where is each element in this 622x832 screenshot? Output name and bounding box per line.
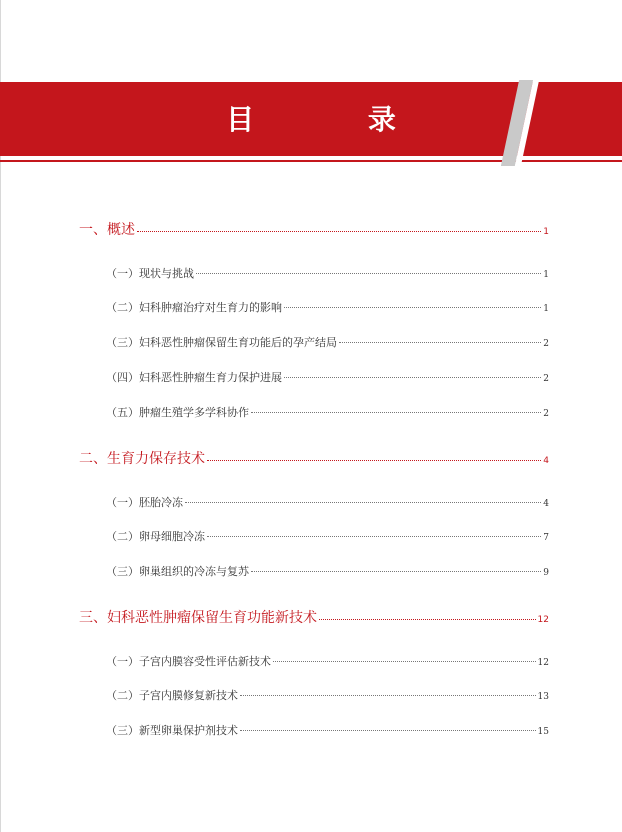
toc-entry-label: （一）子宫内膜容受性评估新技术 <box>106 655 271 668</box>
toc-entry-2-3[interactable] <box>106 563 549 579</box>
dot-leader <box>339 342 541 343</box>
toc-entry-page: 1 <box>543 270 549 280</box>
toc-entry-label: （四）妇科恶性肿瘤生育力保护进展 <box>106 371 282 384</box>
toc-entry-page: 2 <box>543 409 549 419</box>
toc-entry-1-1[interactable] <box>106 265 549 281</box>
dot-leader <box>240 695 536 696</box>
toc-entry-1-5[interactable] <box>106 404 549 420</box>
toc-entry-label: （二）妇科肿瘤治疗对生育力的影响 <box>106 301 282 314</box>
toc-entry-label: 一、概述 <box>79 222 135 238</box>
toc-entry-3-3[interactable] <box>106 722 549 738</box>
dot-leader <box>196 273 541 274</box>
dot-leader <box>251 571 541 572</box>
toc-entry-label: （三）妇科恶性肿瘤保留生育功能后的孕产结局 <box>106 336 337 349</box>
dot-leader <box>185 502 541 503</box>
toc-entry-page: 2 <box>543 374 549 384</box>
toc-entry-2-1[interactable] <box>106 494 549 510</box>
toc-entry-label: （一）胚胎冷冻 <box>106 496 183 509</box>
toc-entry-page: 12 <box>537 615 549 625</box>
dot-leader <box>319 619 536 620</box>
dot-leader <box>240 730 536 731</box>
toc-entry-1-4[interactable] <box>106 369 549 385</box>
toc-entry-label: （二）卵母细胞冷冻 <box>106 530 205 543</box>
dot-leader <box>284 307 541 308</box>
toc-entry-label: （三）新型卵巢保护剂技术 <box>106 724 238 737</box>
banner-underline <box>0 160 622 162</box>
toc-entry-label: （二）子宫内膜修复新技术 <box>106 689 238 702</box>
toc-entry-page: 7 <box>543 533 549 543</box>
dot-leader <box>284 377 541 378</box>
toc-entry-page: 4 <box>543 456 549 466</box>
toc-entry-section-2[interactable] <box>79 448 549 468</box>
toc-entry-1-2[interactable] <box>106 299 549 315</box>
toc-entry-page: 15 <box>537 727 549 737</box>
toc-entry-page: 9 <box>543 568 549 578</box>
toc-entry-page: 12 <box>537 658 549 668</box>
toc-entry-3-1[interactable] <box>106 653 549 669</box>
toc-entry-page: 13 <box>537 692 549 702</box>
toc-entry-section-3[interactable] <box>79 607 549 627</box>
dot-leader <box>207 536 541 537</box>
toc-entry-label: （三）卵巢组织的冷冻与复苏 <box>106 565 249 578</box>
toc-entry-page: 4 <box>543 499 549 509</box>
toc-entry-label: （五）肿瘤生殖学多学科协作 <box>106 406 249 419</box>
toc-entry-3-2[interactable] <box>106 687 549 703</box>
toc-entry-page: 2 <box>543 339 549 349</box>
toc-entry-page: 1 <box>543 304 549 314</box>
toc-entry-section-1[interactable] <box>79 219 549 239</box>
dot-leader <box>273 661 536 662</box>
page-title: 目 录 <box>226 103 448 136</box>
toc-entry-label: 三、妇科恶性肿瘤保留生育功能新技术 <box>79 610 317 626</box>
toc-entry-1-3[interactable] <box>106 334 549 350</box>
toc-entry-2-2[interactable] <box>106 528 549 544</box>
dot-leader <box>137 231 541 232</box>
toc-entry-label: （一）现状与挑战 <box>106 267 194 280</box>
toc-entry-label: 二、生育力保存技术 <box>79 451 205 467</box>
toc-entry-page: 1 <box>543 227 549 237</box>
dot-leader <box>251 412 541 413</box>
dot-leader <box>207 460 541 461</box>
